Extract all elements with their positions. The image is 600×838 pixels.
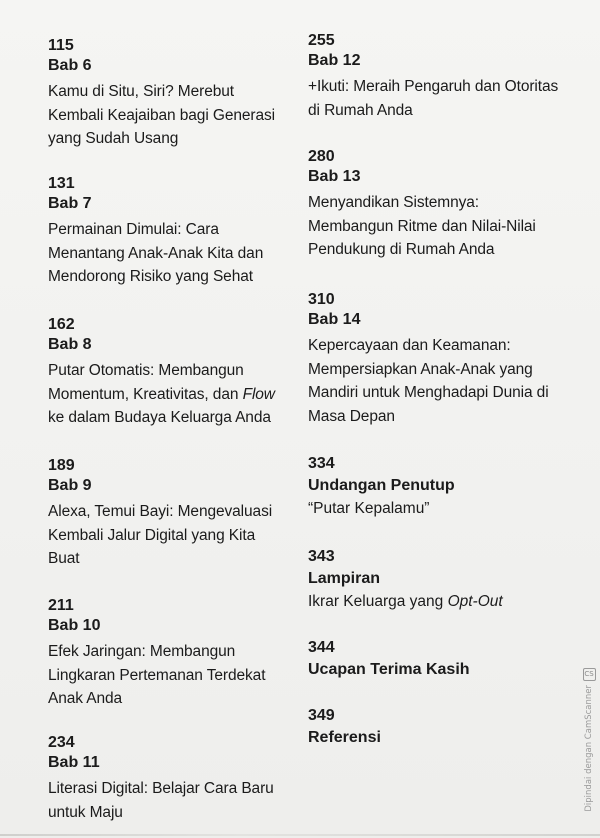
title-italic-word: Flow [242,385,275,403]
section-subtitle: “Putar Kepalamu” [308,500,430,517]
toc-entry-bab-10 [48,596,298,711]
subtitle-italic-word: Opt-Out [447,593,503,610]
page-number: 234 [48,734,75,751]
chapter-label: Bab 11 [48,754,100,771]
chapter-label: Bab 6 [48,57,92,74]
page-number: 280 [308,148,335,165]
chapter-title: Putar Otomatis: Membangun Momentum, Kreativitas, dan Flow ke dalam Budaya Keluarga Anda [48,362,275,426]
toc-entry-undangan-penutup [308,454,568,520]
scanner-watermark [582,668,596,818]
toc-entry-bab-11 [48,733,298,824]
chapter-title: Kamu di Situ, Siri? Merebut Kembali Keajaiban bagi Generasi yang Sudah Usang [48,83,275,147]
page-number: 131 [48,175,75,192]
chapter-title: Literasi Digital: Belajar Cara Baru untuk Maju [48,780,274,821]
scanner-watermark-text: Dipindai dengan CamScanner [584,685,594,812]
chapter-title: Kepercayaan dan Keamanan: Mempersiapkan Anak-Anak yang Mandiri untuk Menghadapi Dunia di Masa Depan [308,337,549,425]
toc-entry-referensi [308,706,568,749]
page-number: 189 [48,457,75,474]
page-number: 115 [48,37,74,54]
chapter-label: Bab 12 [308,52,361,69]
toc-entry-bab-13 [308,147,568,262]
page-number: 211 [48,597,74,614]
page-number: 349 [308,707,335,724]
page-number: 162 [48,316,75,333]
page-number: 334 [308,455,335,472]
chapter-label: Bab 14 [308,311,361,328]
chapter-title: Efek Jaringan: Membangun Lingkaran Pertemanan Terdekat Anak Anda [48,643,266,707]
page-number: 255 [308,32,335,49]
toc-entry-ucapan-terima-kasih [308,638,568,681]
section-heading: Referensi [308,729,381,746]
toc-entry-bab-9 [48,456,298,571]
toc-entry-bab-14 [308,290,568,428]
toc-entry-bab-6 [48,36,298,151]
chapter-label: Bab 9 [48,477,92,494]
page-number: 343 [308,548,335,565]
page-bottom-edge [0,834,600,836]
section-heading: Undangan Penutup [308,477,455,494]
chapter-title: +Ikuti: Meraih Pengaruh dan Otoritas di Rumah Anda [308,78,559,119]
chapter-label: Bab 8 [48,336,92,353]
chapter-label: Bab 13 [308,168,361,185]
section-heading: Ucapan Terima Kasih [308,661,470,678]
chapter-label: Bab 10 [48,617,101,634]
toc-entry-bab-8 [48,315,298,430]
chapter-label: Bab 7 [48,195,92,212]
toc-entry-lampiran [308,547,568,613]
section-subtitle: Ikrar Keluarga yang Opt-Out [308,593,503,610]
toc-entry-bab-12 [308,31,568,122]
camscanner-icon: CS [583,668,596,681]
chapter-title: Menyandikan Sistemnya: Membangun Ritme dan Nilai-Nilai Pendukung di Rumah Anda [308,194,536,258]
chapter-title: Permainan Dimulai: Cara Menantang Anak-Anak Kita dan Mendorong Risiko yang Sehat [48,221,264,285]
chapter-title: Alexa, Temui Bayi: Mengevaluasi Kembali Jalur Digital yang Kita Buat [48,503,273,567]
section-heading: Lampiran [308,570,381,587]
toc-entry-bab-7 [48,174,298,289]
page-number: 310 [308,291,335,308]
page-number: 344 [308,639,335,656]
